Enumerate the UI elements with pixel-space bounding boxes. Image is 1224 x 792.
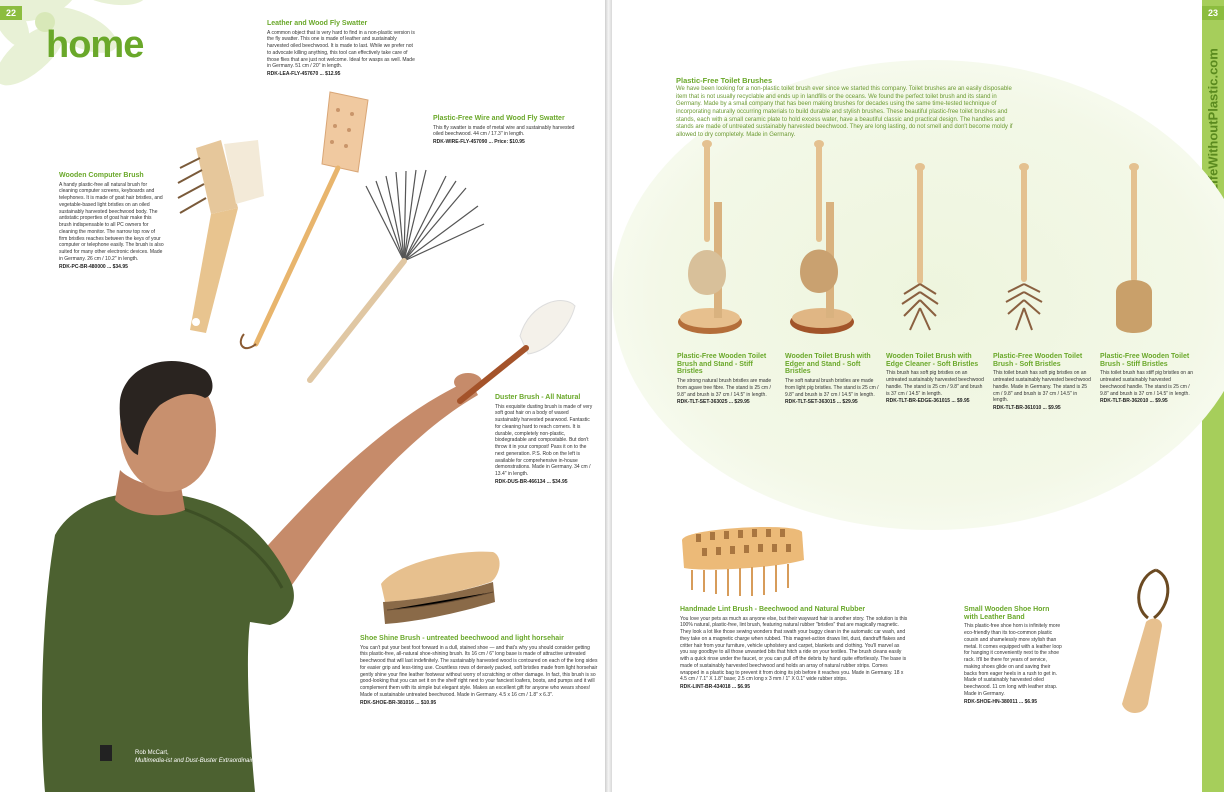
product-title: Wooden Toilet Brush with Edge Cleaner - Soft Bristles bbox=[886, 353, 979, 368]
product-sku-price: RDK-TLT-BR-EDGE-361015 ... $9.95 bbox=[886, 398, 970, 405]
product-title: Plastic-Free Wooden Toilet Brush - Stiff Bristles bbox=[1100, 353, 1190, 368]
product-description: The soft natural brush bristles are made from light pig bristles. The stand is 25 cm / 9.8" and brush is 37 cm / 14.5" in length. bbox=[785, 378, 879, 398]
product-description: You love your pets as much as anyone else, but their wayward hair is another story. The solution is this 100% natural, plastic-free, lint brush, featuring natural rubber "bristles" that are magically magnetic. They look a lot like those sewing wonders that swath your buggy clean in the automatic car wash, and they take on a magnetic charge when rubbed. This magnet-action draws lint, dust, dandruff flakes and critter hair from your furniture, vehicle upholstery and carpet, blankets and clothing. You'll marvel as you say goodbye to all those unwanted bits that hitch a ride on your textiles. The brush cleans easily with a quick rinse under the faucet, or you can pull off the debris by hand quite effortlessly. The base is made of sustainably harvested beechwood and holds an array of natural rubber strips. Comes wrapped in a plastic bag to prevent it from doing its job before it reaches you. Made in Germany. 18 x 4.5 cm / 7.1" X 1.8" base; 2.5 cm long x 3 mm / 1" X 0.1" wide rubber strips. bbox=[680, 615, 908, 683]
photo-caption bbox=[135, 750, 256, 766]
product-sku-price: RDK-TLT-SET-363015 ... $29.95 bbox=[785, 399, 858, 406]
toilet-brush-set-stiff-image bbox=[674, 142, 746, 336]
toilet-brush-block-4 bbox=[993, 353, 1091, 412]
brand-text: LifeWithoutPlastic.com bbox=[1205, 48, 1221, 192]
left-page bbox=[0, 0, 605, 792]
product-description: This toilet brush has soft pig bristles on an untreated sustainably harvested beechwood handle. Made in Germany. The stand is 25 cm / 9.8" and brush is 37 cm / 14.5" in length. bbox=[993, 370, 1091, 404]
product-description: This fly swatter is made of metal wire and sustainably harvested oiled beechwood. 44 cm / 17.3" in length. bbox=[433, 124, 575, 138]
shoe-horn-image bbox=[1108, 566, 1184, 718]
shoe-horn-block bbox=[964, 606, 1064, 705]
product-description: This exquisite dusting brush is made of very soft goat hair on a body of waxed sustainably harvested pearwood. Fantastic for cleaning hard to reach corners. It is durable, completely non-plastic, biodegradable and compostable. But don't throw it in your compost! Pass it on to the next generation. P.S. Rob on the left is available for comprehensive in-house demonstrations. Made in Germany. 34 cm / 13.4" in length. bbox=[495, 403, 593, 478]
product-sku-price: RDK-WIRE-FLY-457090 ... Price: $10.95 bbox=[433, 139, 525, 146]
toilet-brush-edge-image bbox=[900, 164, 940, 336]
product-title: Handmade Lint Brush - Beechwood and Natural Rubber bbox=[680, 606, 866, 613]
left-page-number: 22 bbox=[0, 6, 22, 20]
product-title: Plastic-Free Wooden Toilet Brush and Stand - Stiff Bristles bbox=[677, 353, 767, 376]
product-title: Wooden Toilet Brush with Edger and Stand - Soft Bristles bbox=[785, 353, 871, 376]
duster-brush-image bbox=[450, 296, 578, 406]
toilet-brush-block-1 bbox=[677, 353, 775, 406]
computer-brush-block bbox=[59, 172, 164, 270]
product-title: Plastic-Free Wire and Wood Fly Swatter bbox=[433, 115, 565, 122]
product-description: This brush has soft pig bristles on an untreated sustainably harvested beechwood handle. The stand is 25 cm / 9.8" and brush is 37 cm / 14.5" in length. bbox=[886, 370, 984, 397]
product-description: This plastic-free shoe horn is infinitely more eco-friendly than its too-common plastic cousin and shamelessly more stylish than metal. It comes equipped with a leather loop for hanging it conveniently next to the shoe rack. It'll be there for years of service, making shoes glide on and saving their backs from eager heels in a rush to get in. Made of sustainably harvested oiled beechwood. 11 cm long with leather strap. Made in Germany. bbox=[964, 623, 1062, 697]
toilet-brush-block-2 bbox=[785, 353, 883, 406]
product-sku-price: RDK-SHOE-HN-380011 ... $6.95 bbox=[964, 698, 1038, 705]
product-description: A common object that is very hard to find in a non-plastic version is the fly swatter. This one is made of leather and sustainably harvested oiled beechwood. It is made to last. While we prefer not to advocate killing anything, this tool can effectively take care of those flies that are just not welcome. Ideal for wasps as well. Made in Germany. 51 cm / 20" in length. bbox=[267, 29, 415, 70]
product-sku-price: RDK-PC-BR-480000 ... $34.95 bbox=[59, 263, 128, 270]
lint-brush-block bbox=[680, 606, 908, 691]
product-sku-price: RDK-LEA-FLY-457670 ... $12.95 bbox=[267, 71, 341, 78]
product-title: Plastic-Free Wooden Toilet Brush - Soft Bristles bbox=[993, 353, 1083, 368]
toilet-brush-stiff-image bbox=[1112, 164, 1156, 336]
page-gutter bbox=[605, 0, 612, 792]
toilet-brushes-intro bbox=[676, 76, 1022, 140]
product-description: The strong natural brush bristles are made from agave tree fibre. The stand is 25 cm / 9.8" and brush is 37 cm / 14.5" in length. bbox=[677, 378, 772, 398]
wire-fly-swatter-block bbox=[433, 115, 578, 146]
product-sku-price: RDK-TLT-BR-361010 ... $9.95 bbox=[993, 405, 1061, 412]
toilet-brush-soft-image bbox=[1004, 164, 1044, 336]
caption-name: Rob McCart, bbox=[135, 750, 169, 756]
product-description: You can't put your best foot forward in a dull, stained shoe — and that's why you should consider getting this plastic-free, all-natural shoe-shining brush. Its 16 cm / 6" long base is made of attractive untreated beechwood that will last indefinitely. The sustainably harvested wood is contoured on each of the long sides for easier grip and less-tiring use. Countless rows of densely packed, soft bristles made from light horsehair gently shine your fine leather footwear without worry of scratching or other damage. In fact, this brush is so good-looking that you can set it on the shelf right next to your fanciest loafers, boots, and pumps and it will complement them with its simple but elegant style. Makes an excellent gift for anyone who wears shoes! Made of sustainable untreated beechwood. Made in Germany. 4.5 x 16 cm / 1.8" x 6.3". bbox=[360, 644, 598, 698]
section-title: home bbox=[46, 24, 144, 66]
shoe-shine-brush-block bbox=[360, 635, 598, 706]
product-title: Small Wooden Shoe Horn with Leather Band bbox=[964, 606, 1050, 621]
product-title: Shoe Shine Brush - untreated beechwood and light horsehair bbox=[360, 635, 564, 642]
caption-role: Multimedia-ist and Dust-Buster Extraordinaire bbox=[135, 757, 257, 764]
lint-brush-image bbox=[676, 520, 808, 606]
product-sku-price: RDK-TLT-BR-362010 ... $9.95 bbox=[1100, 398, 1168, 405]
product-title: Leather and Wood Fly Swatter bbox=[267, 20, 368, 27]
product-description: This toilet brush has stiff pig bristles on an untreated sustainably harvested beechwood handle. The stand is 25 cm / 9.8" and brush is 37 cm / 14.5" in length. bbox=[1100, 370, 1194, 397]
product-sku-price: RDK-DUS-BR-466134 ... $34.95 bbox=[495, 478, 568, 485]
product-sku-price: RDK-LINT-BR-434018 ... $6.95 bbox=[680, 684, 751, 691]
product-sku-price: RDK-TLT-SET-363025 ... $29.95 bbox=[677, 399, 750, 406]
toilet-brush-set-soft-image bbox=[786, 142, 858, 336]
right-page-number: 23 bbox=[1202, 6, 1224, 20]
intro-title: Plastic-Free Toilet Brushes bbox=[676, 76, 773, 85]
toilet-brush-block-5 bbox=[1100, 353, 1196, 405]
duster-brush-block bbox=[495, 394, 595, 486]
product-title: Wooden Computer Brush bbox=[59, 172, 144, 179]
computer-brush-image bbox=[176, 138, 266, 338]
toilet-brush-block-3 bbox=[886, 353, 986, 405]
product-sku-price: RDK-SHOE-BR-381016 ... $10.95 bbox=[360, 699, 437, 706]
product-description: A handy plastic-free all natural brush for cleaning computer screens, keyboards and telephones. It is made of goat hair bristles, and vegetable-based light bristles on an oiled sustainably harvested beechwood body. The antistatic properties of goat hair make this brush indispensable to all PC owners for cleaning the monitor. The narrow top row of firm bristles reaches between the keys of your computer or telephone easily. The brush is also suited for many other electronic devices. Made in Germany. 26 cm / 10.2" in length. bbox=[59, 181, 164, 262]
intro-text: We have been looking for a non-plastic toilet brush ever since we started this company. Toilet brushes are an easily disposable item that is not usually recyclable and ends up in landfills or the oceans. We found the perfect toilet brush and its stand in Germany. Made by a small company that has been making brushes for decades using the same time-tested technique of incorporating naturally occurring materials to build durable and stylish brushes. These beautiful plastic-free toilet brushes and stands, each with a small ceramic plate to hold excess water, have a beautiful classic and practical design. The handles and stands are made of untreated sustainably harvested beechwood. They are long lasting, do not smell and don't become moldy if allowed to dry completely. Made in Germany. bbox=[676, 86, 1013, 139]
leather-fly-swatter-block bbox=[267, 20, 417, 78]
product-title: Duster Brush - All Natural bbox=[495, 394, 581, 401]
shoe-shine-brush-image bbox=[375, 544, 505, 630]
